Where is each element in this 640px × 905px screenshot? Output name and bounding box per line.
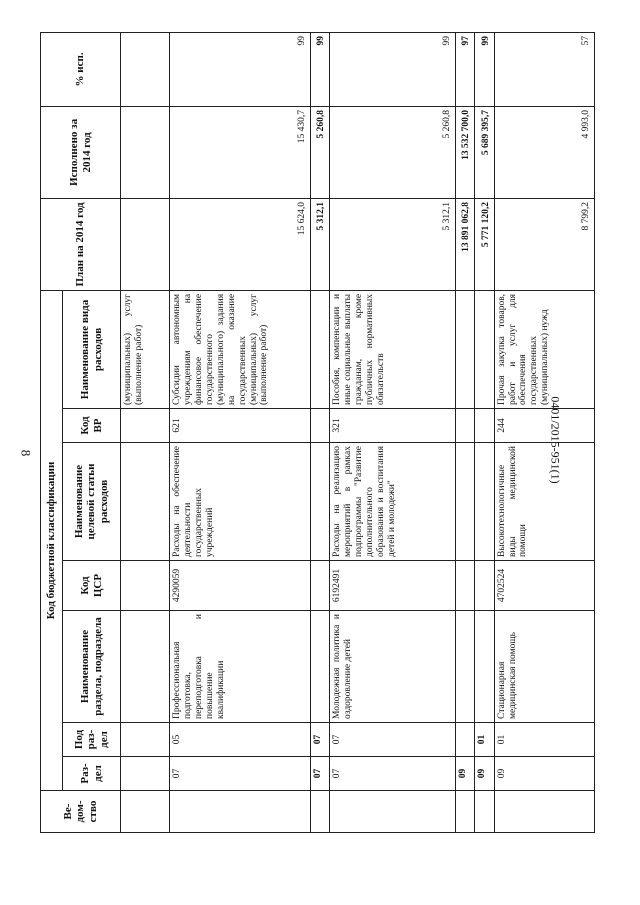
cell-podrazdel: 07: [330, 723, 456, 757]
cell-fact: 5 260,8: [311, 106, 330, 198]
cell-razdel-name: [121, 611, 170, 723]
cell-csr-name: [121, 443, 170, 561]
header-csr-name: Наименование целевой статьи расходов: [63, 443, 121, 561]
cell-razdel-name: [456, 611, 475, 723]
cell-podrazdel: 01: [494, 723, 594, 757]
cell-vedomstvo: [330, 791, 456, 833]
table-rotation-frame: [40, 33, 595, 833]
cell-razdel: 09: [494, 757, 594, 791]
cell-csr: [121, 561, 170, 611]
cell-podrazdel: 07: [311, 723, 330, 757]
document-code: 0401/2015-951(1): [548, 396, 563, 484]
cell-podrazdel: 05: [170, 723, 311, 757]
header-csr: Код ЦСР: [63, 561, 121, 611]
cell-plan: 15 624,0: [170, 198, 311, 290]
cell-vr-name: [311, 290, 330, 408]
budget-classification-table: [40, 32, 595, 833]
cell-csr-name: Расходы на реализацию мероприятий в рамках подпрограммы "Развитие дополнительного образования и воспитания детей и молодежи": [330, 443, 456, 561]
cell-razdel: [121, 757, 170, 791]
cell-plan: [121, 198, 170, 290]
cell-csr-name: Высокотехнологичные виды медицинской помощи: [494, 443, 594, 561]
cell-pct: 97: [456, 32, 475, 106]
cell-fact: [121, 106, 170, 198]
cell-vr: 244: [494, 409, 594, 443]
cell-vr: [311, 409, 330, 443]
cell-vedomstvo: [170, 791, 311, 833]
header-group: Код бюджетной классификации: [41, 290, 63, 790]
cell-vedomstvo: [494, 791, 594, 833]
cell-razdel: 07: [170, 757, 311, 791]
cell-csr-name: [311, 443, 330, 561]
cell-vr-name: Субсидии автономным учреждениям на финансовое обеспечение государственного (муниципального) задания на оказание государственных (муниципальных) услуг (выполнение работ): [170, 290, 311, 408]
cell-vedomstvo: [121, 791, 170, 833]
cell-vedomstvo: [311, 791, 330, 833]
page-number: 8: [18, 449, 34, 457]
cell-razdel: 09: [456, 757, 475, 791]
cell-csr: [456, 561, 475, 611]
cell-razdel-name: [475, 611, 494, 723]
header-vedomstvo: Ве-дом-ство: [41, 791, 121, 833]
cell-csr-name: Расходы на обеспечение деятельности государственных учреждений: [170, 443, 311, 561]
cell-vr-name: Прочая закупка товаров, работ и услуг для обеспечения государственных (муниципальных) нужд: [494, 290, 594, 408]
cell-csr-name: [456, 443, 475, 561]
cell-vr-name: Пособия, компенсации и иные социальные выплаты гражданам, кроме публичных нормативных обязательств: [330, 290, 456, 408]
cell-razdel: 09: [475, 757, 494, 791]
cell-fact: 5 260,8: [330, 106, 456, 198]
cell-razdel-name: Профессиональная подготовка, переподготовка и повышение квалификации: [170, 611, 311, 723]
cell-vedomstvo: [456, 791, 475, 833]
header-fact: Исполнено за 2014 год: [41, 106, 121, 198]
table-row: [311, 32, 330, 832]
header-razdel-name: Наименование раздела, подраздела: [63, 611, 121, 723]
cell-fact: 5 689 395,7: [475, 106, 494, 198]
table-row: [456, 32, 475, 832]
cell-csr: [475, 561, 494, 611]
cell-fact: 4 993,0: [494, 106, 594, 198]
cell-podrazdel: 01: [475, 723, 494, 757]
cell-plan: 13 891 062,8: [456, 198, 475, 290]
cell-pct: 99: [330, 32, 456, 106]
cell-pct: 99: [170, 32, 311, 106]
cell-razdel: 07: [330, 757, 456, 791]
cell-razdel-name: Молодежная политика и оздоровление детей: [330, 611, 456, 723]
cell-csr: [311, 561, 330, 611]
cell-plan: 5 771 120,2: [475, 198, 494, 290]
cell-podrazdel: [121, 723, 170, 757]
cell-csr-name: [475, 443, 494, 561]
header-pct: % исп.: [41, 32, 121, 106]
cell-pct: 99: [475, 32, 494, 106]
cell-vr: [121, 409, 170, 443]
cell-vedomstvo: [475, 791, 494, 833]
cell-vr: [475, 409, 494, 443]
cell-razdel-name: [311, 611, 330, 723]
cell-pct: [121, 32, 170, 106]
cell-pct: 57: [494, 32, 594, 106]
cell-podrazdel: [456, 723, 475, 757]
cell-vr-name: [475, 290, 494, 408]
table-body: [121, 32, 595, 832]
cell-pct: 99: [311, 32, 330, 106]
cell-vr: 621: [170, 409, 311, 443]
cell-vr-name: [456, 290, 475, 408]
cell-vr: [456, 409, 475, 443]
cell-csr: 6192491: [330, 561, 456, 611]
budget-table-wrapper: [40, 33, 595, 833]
cell-csr: 4290059: [170, 561, 311, 611]
table-row: [121, 32, 170, 832]
cell-fact: 13 532 700,0: [456, 106, 475, 198]
table-row: [494, 32, 594, 832]
header-vr: Код ВР: [63, 409, 121, 443]
table-row: [475, 32, 494, 832]
cell-razdel-name: Стационарная медицинская помощь: [494, 611, 594, 723]
header-plan: План на 2014 год: [41, 198, 121, 290]
header-razdel: Раз-дел: [63, 757, 121, 791]
table-row: [330, 32, 456, 832]
cell-vr-name: (муниципальных) услуг (выполнение работ): [121, 290, 170, 408]
header-vr-name: Наименование вида расходов: [63, 290, 121, 408]
header-podrazdel: Под раз-дел: [63, 723, 121, 757]
cell-fact: 15 430,7: [170, 106, 311, 198]
cell-plan: 8 799,2: [494, 198, 594, 290]
cell-csr: 4702524: [494, 561, 594, 611]
cell-plan: 5 312,1: [311, 198, 330, 290]
cell-vr: 321: [330, 409, 456, 443]
table-row: [170, 32, 311, 832]
cell-plan: 5 312,1: [330, 198, 456, 290]
cell-razdel: 07: [311, 757, 330, 791]
